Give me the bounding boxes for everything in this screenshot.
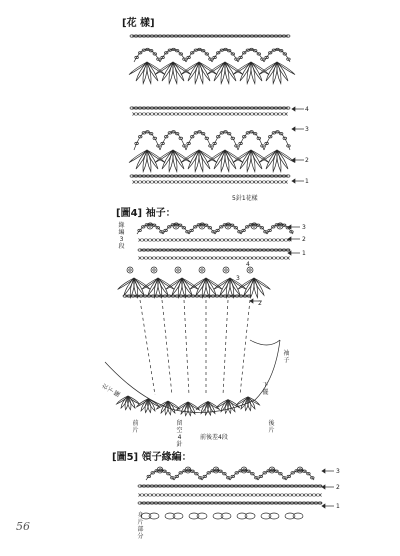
- collar-row1-sc-sc: [267, 494, 270, 497]
- sleeve-row2-sc: [251, 239, 254, 242]
- sleeve-row2-sc: [219, 239, 222, 242]
- flower-mid-sc-sc: [181, 113, 184, 116]
- sleeve-row2-sc: [167, 239, 170, 242]
- flower-bottom-sc-sc: [169, 181, 172, 184]
- sleeve-inner-picot: [223, 267, 229, 273]
- flower-bottom-sc-sc: [277, 181, 280, 184]
- collar-row1-sc-sc: [175, 494, 178, 497]
- sleeve-row1-sc-sc: [215, 257, 218, 260]
- flower-bottom-sc-sc: [149, 181, 152, 184]
- flower-bottom-sc-sc: [237, 181, 240, 184]
- sleeve-inner-picot: [151, 267, 157, 273]
- sleeve-row2-sc: [195, 239, 198, 242]
- sleeve-row1-sc-sc: [195, 257, 198, 260]
- sleeve-row1-sc-sc: [211, 257, 214, 260]
- flower-mid-sc-sc: [177, 113, 180, 116]
- flower-mid-sc-sc: [237, 113, 240, 116]
- sleeve-row2-sc: [259, 239, 262, 242]
- sleeve-row2-sc: [151, 239, 154, 242]
- flower-bottom-sc-sc: [257, 181, 260, 184]
- sleeve-row2-sc: [171, 239, 174, 242]
- collar-row1-sc-sc: [315, 494, 318, 497]
- page-number: 56: [16, 520, 30, 533]
- collar-row1-sc-sc: [215, 494, 218, 497]
- sleeve-row1-sc-sc: [199, 257, 202, 260]
- sleeve-row1-sc-sc: [255, 257, 258, 260]
- collar-row1-sc-sc: [143, 494, 146, 497]
- collar-row1-sc-sc: [151, 494, 154, 497]
- flower-upper-arch: [212, 49, 238, 62]
- flower-bottom-sc-sc: [173, 181, 176, 184]
- collar-row1-sc-sc: [255, 494, 258, 497]
- flower-repeat-label: 5針1花樣: [232, 195, 258, 202]
- collar-row1-sc-sc: [319, 494, 322, 497]
- flower-bottom-sc-sc: [269, 181, 272, 184]
- collar-body-label: 身片部分: [137, 512, 144, 540]
- flower-bottom-sc-sc: [165, 181, 168, 184]
- collar-row1-sc-sc: [263, 494, 266, 497]
- sleeve-row1-sc-sc: [247, 257, 250, 260]
- sleeve-row2-sc: [155, 239, 158, 242]
- sleeve-row2-sc: [211, 239, 214, 242]
- flower-bottom-sc-sc: [245, 181, 248, 184]
- sleeve-dash: [162, 300, 172, 395]
- flower-lower-arch: [212, 132, 238, 150]
- sleeve-dash: [240, 300, 250, 395]
- sleeve-inner-picot-core: [225, 269, 227, 271]
- flower-bottom-sc-sc: [221, 181, 224, 184]
- flower-mid-sc-sc: [205, 113, 208, 116]
- collar-row1-sc-sc: [287, 494, 290, 497]
- flower-bottom-sc-sc: [253, 181, 256, 184]
- sleeve-inner-picot-core: [201, 269, 203, 271]
- sleeve-inner-picot-core: [153, 269, 155, 271]
- flower-mid-sc-sc: [277, 113, 280, 116]
- flower-mid-sc-sc: [261, 113, 264, 116]
- sleeve-row2-sc: [231, 239, 234, 242]
- flower-mid-sc-sc: [241, 113, 244, 116]
- collar-row1-sc-sc: [291, 494, 294, 497]
- sleeve-row1-sc-sc: [271, 257, 274, 260]
- collar-row1-sc-sc: [271, 494, 274, 497]
- collar-row1-sc-sc: [251, 494, 254, 497]
- collar-row1-sc-sc: [243, 494, 246, 497]
- sleeve-armhole-right: 下擺: [262, 382, 269, 396]
- collar-row-2: 2: [336, 484, 340, 491]
- sleeve-row2-sc: [179, 239, 182, 242]
- sleeve-row1-sc-sc: [179, 257, 182, 260]
- collar-row1-sc-sc: [171, 494, 174, 497]
- sleeve-row2-sc: [223, 239, 226, 242]
- sleeve-row2-sc: [271, 239, 274, 242]
- flower-bottom-sc-sc: [249, 181, 252, 184]
- collar-row1-sc-sc: [307, 494, 310, 497]
- flower-lower-arch: [134, 132, 160, 150]
- sleeve-inner-picot: [127, 267, 133, 273]
- flower-mid-sc-sc: [217, 113, 220, 116]
- sleeve-row2-sc: [239, 239, 242, 242]
- sleeve-row1-sc-sc: [275, 257, 278, 260]
- collar-row1-sc-sc: [231, 494, 234, 497]
- sleeve-row2-sc: [275, 239, 278, 242]
- collar-row1-sc-sc: [279, 494, 282, 497]
- sleeve-dash: [140, 300, 155, 395]
- sleeve-row-3: 3: [302, 224, 306, 231]
- collar-row1-sc-sc: [147, 494, 150, 497]
- collar-row1-sc-sc: [191, 494, 194, 497]
- collar-row1-sc-sc: [303, 494, 306, 497]
- collar-leaf: [269, 513, 279, 519]
- flower-bottom-sc-sc: [133, 181, 136, 184]
- collar-row1-sc-sc: [163, 494, 166, 497]
- collar-row1-sc-sc: [247, 494, 250, 497]
- collar-row-1: 1: [336, 503, 340, 510]
- sleeve-row2-sc: [215, 239, 218, 242]
- sleeve-inner-picot: [199, 267, 205, 273]
- row-arrows: [250, 107, 334, 508]
- flower-upper-arch: [160, 49, 186, 62]
- sleeve-row2-sc: [279, 239, 282, 242]
- sleeve-row1-sc-sc: [175, 257, 178, 260]
- sleeve-title: [圖4] 袖子：: [116, 208, 176, 219]
- flower-lower-arch: [186, 132, 212, 150]
- sleeve-row2-sc: [227, 239, 230, 242]
- flower-mid-sc-sc: [153, 113, 156, 116]
- sleeve-left-label: 緣編3段: [118, 222, 125, 250]
- collar-row1-sc-sc: [195, 494, 198, 497]
- collar-leaf: [173, 513, 183, 519]
- flower-bottom-sc-sc: [273, 181, 276, 184]
- sleeve-row1-sc-sc: [171, 257, 174, 260]
- flower-mid-sc-sc: [185, 113, 188, 116]
- collar-row1-sc-sc: [223, 494, 226, 497]
- flower-mid-sc-sc: [209, 113, 212, 116]
- flower-lower-arch: [238, 132, 264, 150]
- flower-row-2: 2: [305, 157, 309, 164]
- sleeve-row2-sc: [199, 239, 202, 242]
- flower-upper-arch: [264, 49, 290, 62]
- sleeve-inner-4: 4: [246, 261, 250, 268]
- row-arrow-head: [322, 485, 325, 489]
- flower-mid-sc-sc: [149, 113, 152, 116]
- sleeve-row1-sc-sc: [263, 257, 266, 260]
- collar-row1-sc-sc: [275, 494, 278, 497]
- flower-bottom-sc-sc: [141, 181, 144, 184]
- collar-row1-sc-sc: [155, 494, 158, 497]
- flower-mid-sc-sc: [213, 113, 216, 116]
- flower-bottom-sc-sc: [225, 181, 228, 184]
- sleeve-row1-sc-sc: [259, 257, 262, 260]
- sleeve-row2-sc: [247, 239, 250, 242]
- row-arrow-head: [322, 504, 325, 508]
- flower-bottom-sc-sc: [193, 181, 196, 184]
- sleeve-row1-sc-sc: [287, 257, 290, 260]
- sleeve-row1-sc-sc: [143, 257, 146, 260]
- collar-row1-sc-sc: [203, 494, 206, 497]
- flower-mid-sc-sc: [193, 113, 196, 116]
- flower-bottom-sc-sc: [157, 181, 160, 184]
- row-arrow-head: [292, 107, 295, 111]
- collar-row1-sc-sc: [159, 494, 162, 497]
- collar-row1-sc-sc: [227, 494, 230, 497]
- flower-mid-sc-sc: [273, 113, 276, 116]
- sleeve-row1-sc-sc: [167, 257, 170, 260]
- flower-bottom-sc-sc: [161, 181, 164, 184]
- flower-bottom-sc-sc: [229, 181, 232, 184]
- sleeve-row-1: 1: [302, 250, 306, 257]
- flower-mid-sc-sc: [265, 113, 268, 116]
- flower-mid-sc-sc: [253, 113, 256, 116]
- flower-bottom-sc-sc: [137, 181, 140, 184]
- flower-mid-sc-sc: [133, 113, 136, 116]
- flower-bottom-sc-sc: [213, 181, 216, 184]
- sleeve-inner-picot-core: [129, 269, 131, 271]
- flower-bottom-sc-sc: [285, 181, 288, 184]
- sleeve-chart: [105, 223, 293, 416]
- sleeve-reduce-label: 前後差4段: [200, 434, 228, 441]
- collar-row1-sc-sc: [179, 494, 182, 497]
- flower-bottom-sc-sc: [209, 181, 212, 184]
- sleeve-row2-sc: [187, 239, 190, 242]
- sleeve-row2-sc: [263, 239, 266, 242]
- row-arrow-head: [292, 127, 295, 131]
- sleeve-front-label: 前片: [132, 420, 139, 434]
- sleeve-dash: [184, 300, 189, 395]
- collar-row1-sc-sc: [207, 494, 210, 497]
- sleeve-row2-sc: [159, 239, 162, 242]
- sleeve-row2-sc: [255, 239, 258, 242]
- sleeve-row1-sc-sc: [159, 257, 162, 260]
- sleeve-row1-sc-sc: [231, 257, 234, 260]
- flower-mid-sc-sc: [221, 113, 224, 116]
- sleeve-row1-sc-sc: [267, 257, 270, 260]
- flower-bottom-sc-sc: [241, 181, 244, 184]
- sleeve-row1-sc-sc: [207, 257, 210, 260]
- flower-bottom-sc-sc: [217, 181, 220, 184]
- collar-row-3: 3: [336, 468, 340, 475]
- sleeve-row1-sc-sc: [147, 257, 150, 260]
- sleeve-row1-sc-sc: [187, 257, 190, 260]
- sleeve-row1-sc-sc: [219, 257, 222, 260]
- sleeve-row1-sc-sc: [235, 257, 238, 260]
- sleeve-inner-2: 2: [258, 300, 262, 307]
- sleeve-row1-sc-sc: [163, 257, 166, 260]
- flower-bottom-sc-sc: [281, 181, 284, 184]
- collar-row1-sc-sc: [283, 494, 286, 497]
- sleeve-row2-sc: [267, 239, 270, 242]
- sleeve-armhole-front: 袖子: [283, 350, 290, 364]
- sleeve-row1-sc-sc: [279, 257, 282, 260]
- row-arrow-head: [288, 251, 291, 255]
- sleeve-inner-picot: [175, 267, 181, 273]
- sleeve-back-label: 後片: [268, 420, 275, 434]
- sleeve-row1-sc-sc: [239, 257, 242, 260]
- collar-title: [圖5] 領子緣編：: [112, 452, 192, 463]
- sleeve-row1-sc-sc: [283, 257, 286, 260]
- sleeve-row-2: 2: [302, 236, 306, 243]
- flower-mid-sc-sc: [137, 113, 140, 116]
- flower-mid-sc-sc: [233, 113, 236, 116]
- flower-bottom-sc-sc: [201, 181, 204, 184]
- flower-row-1: 1: [305, 178, 309, 185]
- flower-mid-sc-sc: [157, 113, 160, 116]
- sleeve-row2-sc: [147, 239, 150, 242]
- sleeve-row2-sc: [163, 239, 166, 242]
- flower-mid-sc-sc: [225, 113, 228, 116]
- collar-leaf: [293, 513, 303, 519]
- sleeve-inner-picot: [247, 267, 253, 273]
- collar-leaf: [221, 513, 231, 519]
- sleeve-row1-sc-sc: [243, 257, 246, 260]
- flower-bottom-sc-sc: [205, 181, 208, 184]
- sleeve-row2-sc: [143, 239, 146, 242]
- sleeve-row1-sc-sc: [155, 257, 158, 260]
- flower-bottom-sc-sc: [153, 181, 156, 184]
- flower-mid-sc-sc: [285, 113, 288, 116]
- flower-mid-sc-sc: [257, 113, 260, 116]
- flower-bottom-sc-sc: [261, 181, 264, 184]
- flower-bottom-sc-sc: [185, 181, 188, 184]
- row-arrow-head: [322, 469, 325, 473]
- flower-bottom-sc-sc: [177, 181, 180, 184]
- collar-row1-sc-sc: [235, 494, 238, 497]
- collar-row1-sc-sc: [139, 494, 142, 497]
- row-arrow-head: [250, 299, 253, 303]
- sleeve-row1-sc-sc: [223, 257, 226, 260]
- sleeve-row1-sc-sc: [183, 257, 186, 260]
- sleeve-row2-sc: [243, 239, 246, 242]
- sleeve-row2-sc: [207, 239, 210, 242]
- flower-upper-arch: [238, 49, 264, 62]
- sleeve-row2-sc: [183, 239, 186, 242]
- collar-leaf: [197, 513, 207, 519]
- sleeve-row2-sc: [235, 239, 238, 242]
- sleeve-row2-sc: [191, 239, 194, 242]
- flower-row-4: 4: [305, 106, 309, 113]
- flower-upper-arch: [186, 49, 212, 62]
- sleeve-inner-picot-core: [177, 269, 179, 271]
- sleeve-row1-sc-sc: [151, 257, 154, 260]
- collar-chart: [138, 467, 322, 519]
- flower-mid-sc-sc: [165, 113, 168, 116]
- flower-bottom-sc-sc: [145, 181, 148, 184]
- flower-mid-sc-sc: [145, 113, 148, 116]
- flower-title: [花 樣]: [122, 18, 155, 29]
- sleeve-row1-sc-sc: [227, 257, 230, 260]
- collar-row1-sc-sc: [187, 494, 190, 497]
- collar-leaf: [149, 513, 159, 519]
- row-arrow-head: [292, 179, 295, 183]
- flower-mid-sc-sc: [161, 113, 164, 116]
- collar-row1-sc-sc: [311, 494, 314, 497]
- flower-lower-arch: [160, 132, 186, 150]
- collar-row1-sc-sc: [295, 494, 298, 497]
- flower-bottom-sc-sc: [189, 181, 192, 184]
- collar-leaf: [245, 513, 255, 519]
- flower-bottom-sc-sc: [233, 181, 236, 184]
- flower-mid-sc-sc: [245, 113, 248, 116]
- collar-row1-sc-sc: [183, 494, 186, 497]
- flower-mid-sc-sc: [269, 113, 272, 116]
- flower-lower-arch: [264, 132, 290, 150]
- flower-mid-sc-sc: [173, 113, 176, 116]
- sleeve-row1-sc-sc: [139, 257, 142, 260]
- collar-row1-sc-sc: [211, 494, 214, 497]
- flower-row-3: 3: [305, 126, 309, 133]
- flower-upper-arch: [134, 49, 160, 62]
- collar-row1-sc-sc: [259, 494, 262, 497]
- flower-bottom-sc-sc: [181, 181, 184, 184]
- flower-mid-sc-sc: [169, 113, 172, 116]
- collar-row1-sc-sc: [219, 494, 222, 497]
- sleeve-inner-picot-core: [249, 269, 251, 271]
- flower-mid-sc-sc: [229, 113, 232, 116]
- sleeve-armhole-left: 衣下擺: [100, 382, 123, 399]
- flower-pattern-chart: [129, 35, 295, 184]
- flower-mid-sc-sc: [249, 113, 252, 116]
- collar-row1-sc-sc: [167, 494, 170, 497]
- sleeve-center-label: 留空4針: [176, 420, 183, 448]
- sleeve-dash: [223, 300, 228, 395]
- sleeve-inner-3: 3: [236, 275, 240, 282]
- sleeve-row2-sc: [283, 239, 286, 242]
- collar-row1-sc-sc: [199, 494, 202, 497]
- flower-mid-sc-sc: [201, 113, 204, 116]
- sleeve-row2-sc: [139, 239, 142, 242]
- sleeve-row2-sc: [175, 239, 178, 242]
- collar-row1-sc-sc: [299, 494, 302, 497]
- sleeve-row1-sc-sc: [251, 257, 254, 260]
- sleeve-row2-sc: [203, 239, 206, 242]
- flower-mid-sc-sc: [189, 113, 192, 116]
- flower-mid-sc-sc: [197, 113, 200, 116]
- sleeve-row1-sc-sc: [191, 257, 194, 260]
- flower-mid-sc-sc: [281, 113, 284, 116]
- sleeve-right-curve: [250, 340, 280, 345]
- collar-row1-sc-sc: [239, 494, 242, 497]
- flower-bottom-sc-sc: [265, 181, 268, 184]
- flower-bottom-sc-sc: [197, 181, 200, 184]
- flower-mid-sc-sc: [141, 113, 144, 116]
- sleeve-row1-sc-sc: [203, 257, 206, 260]
